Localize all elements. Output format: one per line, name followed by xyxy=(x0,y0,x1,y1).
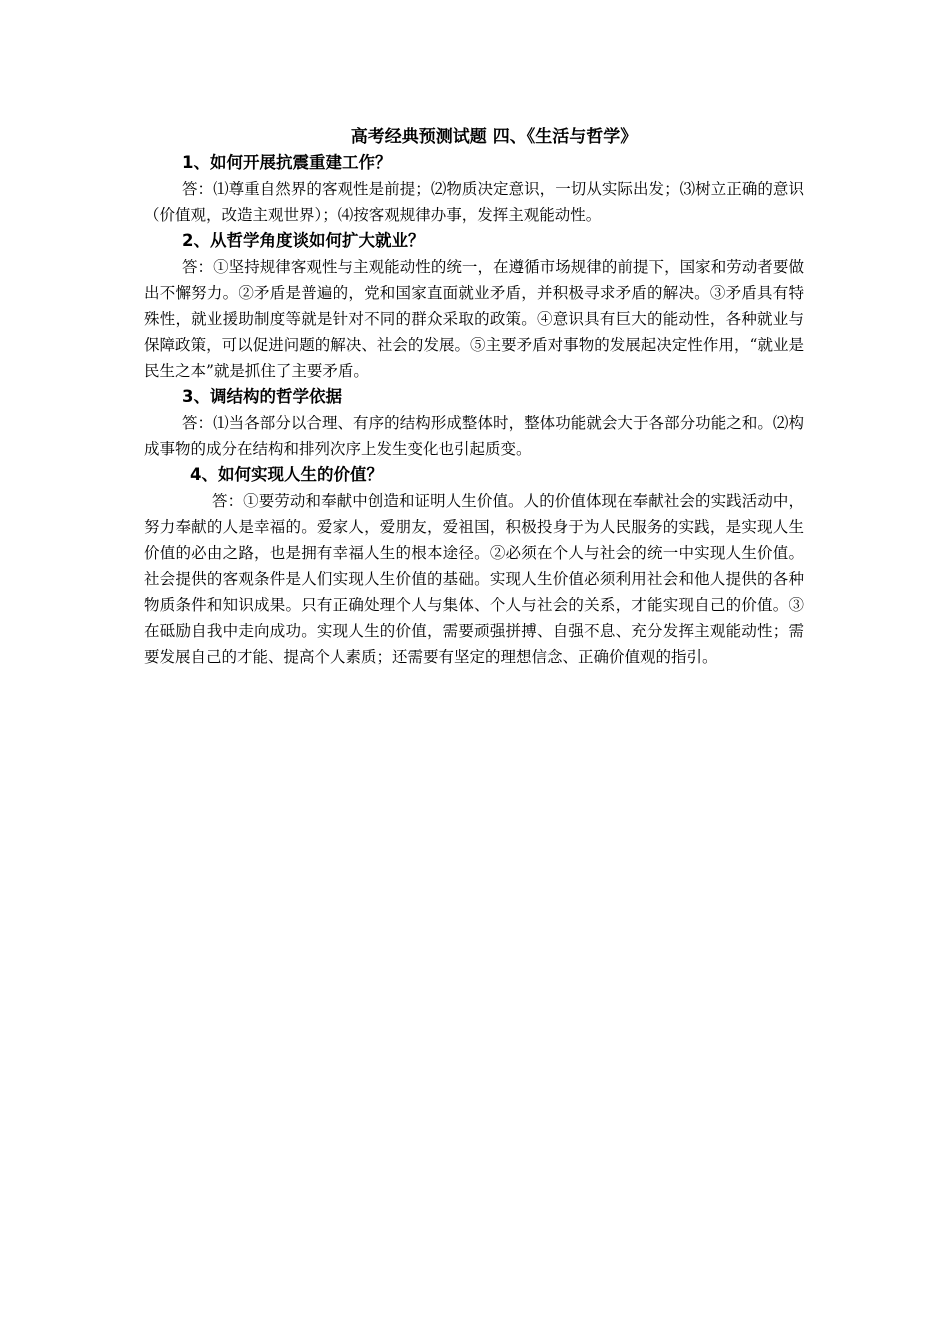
document-title: 高考经典预测试题 四、《生活与哲学》 xyxy=(350,127,638,147)
section-1 xyxy=(144,150,804,228)
question-3: 3、调结构的哲学依据 xyxy=(182,387,342,406)
question-4: 4、如何实现人生的价值？ xyxy=(190,465,383,484)
answer-3: 答：⑴当各部分以合理、有序的结构形成整体时，整体功能就会大于各部分功能之和。⑵构成事物的成分在结构和排列次序上发生变化也引起质变。 xyxy=(144,414,804,458)
document-page xyxy=(144,124,804,670)
section-4 xyxy=(144,462,804,670)
section-3 xyxy=(144,384,804,462)
answer-2: 答：①坚持规律客观性与主观能动性的统一，在遵循市场规律的前提下，国家和劳动者要做出不懈努力。②矛盾是普遍的，党和国家直面就业矛盾，并积极寻求矛盾的解决。③矛盾具有特殊性，就业援助制度等就是针对不同的群众采取的政策。④意识具有巨大的能动性，各种就业与保障政策，可以促进问题的解决、社会的发展。⑤主要矛盾对事物的发展起决定性作用，“就业是民生之本”就是抓住了主要矛盾。 xyxy=(144,258,804,380)
question-2: 2、从哲学角度谈如何扩大就业？ xyxy=(182,231,425,250)
answer-1: 答：⑴尊重自然界的客观性是前提；⑵物质决定意识，一切从实际出发；⑶树立正确的意识（价值观，改造主观世界）；⑷按客观规律办事，发挥主观能动性。 xyxy=(144,180,804,224)
section-2 xyxy=(144,228,804,384)
answer-4: 答：①要劳动和奉献中创造和证明人生价值。人的价值体现在奉献社会的实践活动中，努力奉献的人是幸福的。爱家人，爱朋友，爱祖国，积极投身于为人民服务的实践，是实现人生价值的必由之路，也是拥有幸福人生的根本途径。②必须在个人与社会的统一中实现人生价值。社会提供的客观条件是人们实现人生价值的基础。实现人生价值必须利用社会和他人提供的各种物质条件和知识成果。只有正确处理个人与集体、个人与社会的关系，才能实现自己的价值。③在砥励自我中走向成功。实现人生的价值，需要顽强拼搏、自强不息、充分发挥主观能动性；需要发展自己的才能、提高个人素质；还需要有坚定的理想信念、正确价值观的指引。 xyxy=(144,492,804,666)
question-1: 1、如何开展抗震重建工作？ xyxy=(182,153,392,172)
